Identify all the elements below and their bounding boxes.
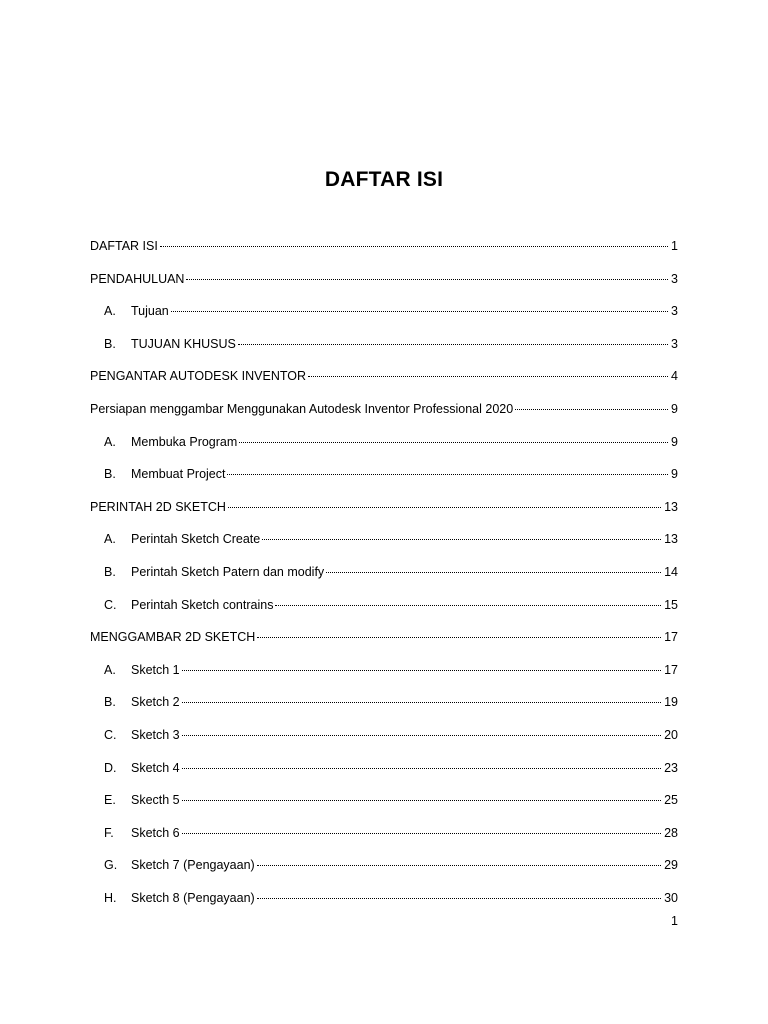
toc-entry-marker: B. xyxy=(104,336,116,351)
toc-entry-text: Sketch 7 (Pengayaan) xyxy=(131,858,255,873)
toc-entry-text: MENGGAMBAR 2D SKETCH xyxy=(90,630,256,645)
toc-entry xyxy=(90,660,678,693)
toc-entry-page: 1 xyxy=(671,239,678,253)
toc-entry xyxy=(90,823,678,856)
toc-entry-marker: H. xyxy=(104,890,117,905)
toc-entry-page: 3 xyxy=(671,336,678,351)
toc-entry-page: 28 xyxy=(664,825,678,840)
toc-dot-leader xyxy=(515,408,668,410)
toc-entry-page: 17 xyxy=(664,662,678,677)
toc-entry-text: DAFTAR ISI xyxy=(90,239,158,253)
toc-dot-leader xyxy=(182,767,661,769)
toc-dot-leader xyxy=(238,343,668,345)
toc-entry xyxy=(90,627,678,660)
toc-entry-text: Perintah Sketch Patern dan modify xyxy=(131,564,325,579)
toc-entry-marker: F. xyxy=(104,825,114,840)
toc-dot-leader xyxy=(228,506,661,508)
toc-entry-text: Skecth 5 xyxy=(131,793,180,808)
toc-entry xyxy=(90,562,678,595)
toc-entry-page: 25 xyxy=(664,793,678,808)
toc-entry-page: 4 xyxy=(671,369,678,384)
toc-dot-leader xyxy=(171,310,668,312)
toc-entry-page: 9 xyxy=(671,434,678,449)
table-of-contents xyxy=(90,236,678,920)
toc-entry xyxy=(90,399,678,432)
toc-dot-leader xyxy=(326,571,661,573)
toc-entry-text: Membuka Program xyxy=(131,434,238,449)
toc-dot-leader xyxy=(308,375,668,377)
toc-entry-text: PERINTAH 2D SKETCH xyxy=(90,499,226,514)
toc-entry xyxy=(90,334,678,367)
toc-dot-leader xyxy=(257,636,661,638)
toc-entry-page: 20 xyxy=(664,727,678,742)
toc-entry-page: 23 xyxy=(664,760,678,775)
toc-entry xyxy=(90,529,678,562)
toc-entry-marker: B. xyxy=(104,564,116,579)
toc-entry-text: Perintah Sketch Create xyxy=(131,532,261,547)
toc-entry xyxy=(90,236,678,269)
toc-entry-marker: C. xyxy=(104,597,117,612)
toc-entry-page: 3 xyxy=(671,271,678,286)
toc-entry-text: Perintah Sketch contrains xyxy=(131,597,274,612)
toc-entry xyxy=(90,301,678,334)
toc-entry-text: PENGANTAR AUTODESK INVENTOR xyxy=(90,369,307,384)
toc-entry-text: Persiapan menggambar Menggunakan Autodesk Inventor Professional 2020 xyxy=(90,401,514,416)
toc-entry-page: 15 xyxy=(664,597,678,612)
toc-entry-marker: G. xyxy=(104,858,118,873)
toc-entry xyxy=(90,855,678,888)
toc-entry-page: 29 xyxy=(664,858,678,873)
toc-entry xyxy=(90,790,678,823)
toc-entry-marker: B. xyxy=(104,695,116,710)
toc-entry-marker: B. xyxy=(104,467,116,482)
toc-entry-page: 30 xyxy=(664,890,678,905)
toc-entry-marker: A. xyxy=(104,532,116,547)
toc-entry-marker: E. xyxy=(104,793,116,808)
toc-entry-page: 19 xyxy=(664,695,678,710)
toc-entry-text: Tujuan xyxy=(131,304,169,319)
toc-entry-page: 9 xyxy=(671,401,678,416)
toc-entry xyxy=(90,432,678,465)
toc-entry-text: Sketch 1 xyxy=(131,662,180,677)
document-title: DAFTAR ISI xyxy=(324,168,444,191)
toc-entry-page: 3 xyxy=(671,304,678,319)
toc-entry xyxy=(90,464,678,497)
toc-entry-marker: A. xyxy=(104,304,116,319)
toc-entry-marker: A. xyxy=(104,434,116,449)
toc-entry-text: TUJUAN KHUSUS xyxy=(131,336,236,351)
toc-entry-text: PENDAHULUAN xyxy=(90,271,185,286)
toc-dot-leader xyxy=(182,734,661,736)
toc-entry-marker: C. xyxy=(104,727,117,742)
toc-entry-page: 9 xyxy=(671,467,678,482)
toc-dot-leader xyxy=(182,669,661,671)
toc-entry xyxy=(90,692,678,725)
toc-entry xyxy=(90,497,678,530)
toc-entry-text: Membuat Project xyxy=(131,467,226,482)
toc-dot-leader xyxy=(182,701,661,703)
footer-page-number: 1 xyxy=(671,914,678,928)
toc-entry-page: 13 xyxy=(664,499,678,514)
toc-entry-marker: A. xyxy=(104,662,116,677)
toc-entry xyxy=(90,758,678,791)
toc-entry-page: 17 xyxy=(664,630,678,645)
toc-dot-leader xyxy=(227,473,668,475)
toc-entry xyxy=(90,888,678,921)
toc-entry xyxy=(90,595,678,628)
toc-entry-page: 13 xyxy=(664,532,678,547)
toc-dot-leader xyxy=(262,538,661,540)
toc-entry-text: Sketch 8 (Pengayaan) xyxy=(131,890,255,905)
toc-dot-leader xyxy=(239,441,668,443)
toc-dot-leader xyxy=(275,604,661,606)
toc-dot-leader xyxy=(160,245,668,247)
toc-entry-text: Sketch 6 xyxy=(131,825,180,840)
toc-dot-leader xyxy=(182,799,661,801)
toc-entry-text: Sketch 4 xyxy=(131,760,180,775)
toc-entry-text: Sketch 3 xyxy=(131,727,180,742)
toc-entry-marker: D. xyxy=(104,760,117,775)
toc-dot-leader xyxy=(182,832,661,834)
toc-dot-leader xyxy=(257,864,661,866)
toc-entry xyxy=(90,725,678,758)
toc-dot-leader xyxy=(186,278,668,280)
toc-dot-leader xyxy=(257,897,661,899)
toc-entry-text: Sketch 2 xyxy=(131,695,180,710)
toc-entry xyxy=(90,269,678,302)
toc-entry-page: 14 xyxy=(664,564,678,579)
toc-entry xyxy=(90,366,678,399)
